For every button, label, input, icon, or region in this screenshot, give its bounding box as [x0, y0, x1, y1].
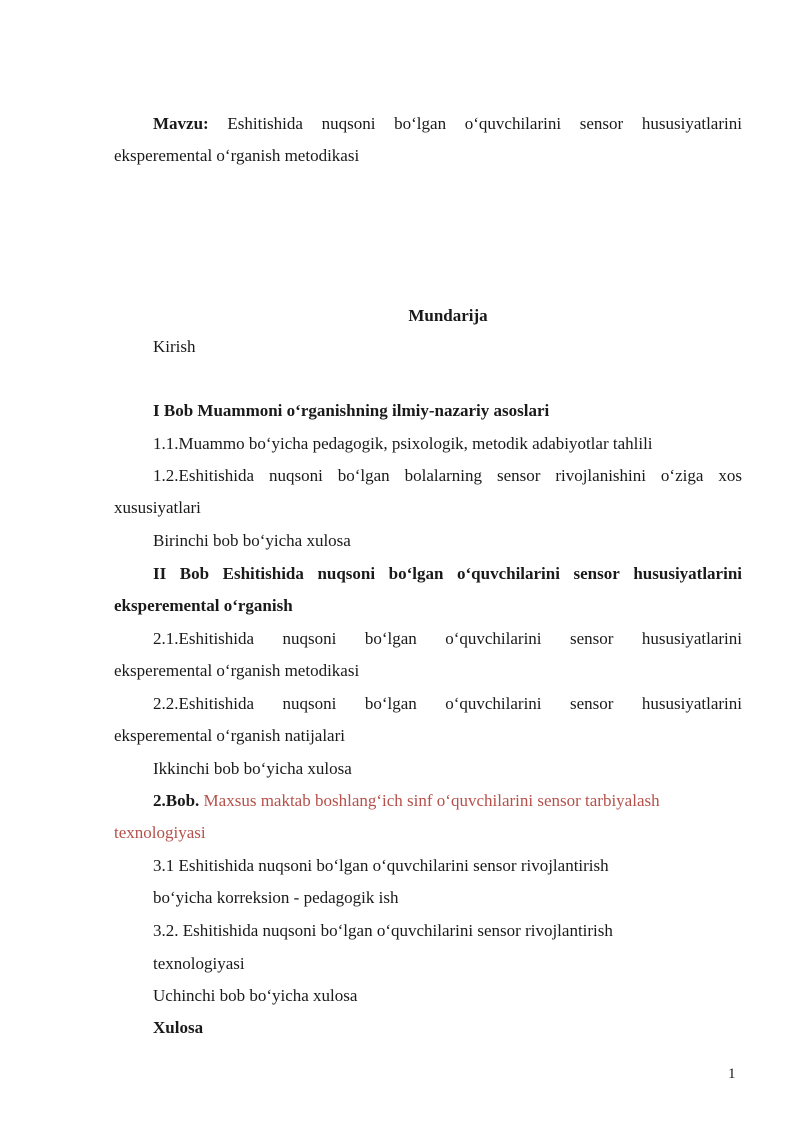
toc-chapter-3-title-text: Maxsus maktab boshlang‘ich sinf o‘quvchilarini sensor tarbiyalash [203, 791, 660, 810]
toc-word: 2.1.Eshitishida [153, 629, 255, 648]
topic-word: nuqsoni [321, 114, 376, 133]
toc-word: hususiyatlarini [641, 694, 742, 713]
topic-line-1 [114, 108, 742, 140]
toc-chapter-3-conclusion: Uchinchi bob bo‘yicha xulosa [153, 986, 358, 1005]
toc-chapter-3-title [153, 787, 660, 815]
topic-word: hususiyatlarini [641, 114, 742, 133]
toc-word: nuqsoni [282, 629, 337, 648]
toc-word: bo‘lgan [364, 694, 417, 713]
toc-section-1-2-cont: xususiyatlari [114, 498, 201, 517]
toc-word: rivojlanishini [555, 466, 646, 485]
topic-line-2: eksperemental o‘rganish metodikasi [114, 146, 360, 165]
toc-word: sensor [573, 564, 620, 583]
toc-section-3-1-cont: bo‘yicha korreksion - pedagogik ish [153, 888, 399, 907]
toc-item-xulosa: Xulosa [153, 1018, 204, 1037]
page-number: 1 [728, 1066, 736, 1082]
toc-word: bo‘lgan [364, 629, 417, 648]
toc-section-2-2 [153, 690, 742, 718]
toc-word: xos [718, 466, 742, 485]
toc-word: 1.2.Eshitishida [153, 466, 255, 485]
topic-word: Eshitishida [227, 114, 303, 133]
toc-word: sensor [569, 694, 614, 713]
toc-word: o‘quvchilarini [445, 694, 542, 713]
toc-word: nuqsoni [317, 564, 376, 583]
toc-word: II [153, 564, 167, 583]
toc-word: o‘quvchilarini [457, 564, 560, 583]
topic-paragraph [114, 108, 742, 172]
toc-section-3-1: 3.1 Eshitishida nuqsoni bo‘lgan o‘quvchilarini sensor rivojlantirish [153, 856, 609, 875]
toc-word: 2.2.Eshitishida [153, 694, 255, 713]
toc-word: hususiyatlarini [641, 629, 742, 648]
toc-chapter-2-conclusion: Ikkinchi bob bo‘yicha xulosa [153, 759, 352, 778]
toc-section-3-2: 3.2. Eshitishida nuqsoni bo‘lgan o‘quvchilarini sensor rivojlantirish [153, 921, 613, 940]
topic-word: sensor [579, 114, 624, 133]
toc-chapter-1-title: I Bob Muammoni o‘rganishning ilmiy-nazariy asoslari [153, 401, 550, 420]
toc-chapter-3-label: 2.Bob. [153, 791, 200, 810]
toc-word: o‘quvchilarini [445, 629, 542, 648]
toc-word: nuqsoni [268, 466, 323, 485]
topic-label: Mavzu: [153, 114, 209, 133]
toc-chapter-3-title-cont: texnologiyasi [114, 823, 206, 842]
toc-word: o‘ziga [660, 466, 704, 485]
toc-section-2-1-cont: eksperemental o‘rganish metodikasi [114, 661, 360, 680]
toc-title: Mundarija [408, 306, 488, 325]
toc-word: bo‘lgan [337, 466, 390, 485]
toc-word: bolalarning [404, 466, 483, 485]
toc-word: bo‘lgan [388, 564, 444, 583]
toc-chapter-2-title-cont: eksperemental o‘rganish [114, 596, 293, 615]
toc-word: sensor [569, 629, 614, 648]
toc-chapter-1-conclusion: Birinchi bob bo‘yicha xulosa [153, 531, 351, 550]
toc-word: Eshitishida [222, 564, 304, 583]
toc-chapter-2-title [153, 560, 742, 588]
toc-section-1-2 [153, 462, 742, 490]
toc-section-1-1: 1.1.Muammo bo‘yicha pedagogik, psixologik, metodik adabiyotlar tahlili [153, 434, 653, 453]
toc-item-kirish: Kirish [153, 337, 196, 356]
topic-word: bo‘lgan [394, 114, 447, 133]
toc-word: sensor [496, 466, 541, 485]
toc-section-2-2-cont: eksperemental o‘rganish natijalari [114, 726, 345, 745]
topic-word: o‘quvchilarini [464, 114, 562, 133]
toc-word: hususiyatlarini [633, 564, 742, 583]
toc-word: Bob [179, 564, 210, 583]
toc-section-3-2-cont: texnologiyasi [153, 954, 245, 973]
toc-section-2-1 [153, 625, 742, 653]
toc-word: nuqsoni [282, 694, 337, 713]
